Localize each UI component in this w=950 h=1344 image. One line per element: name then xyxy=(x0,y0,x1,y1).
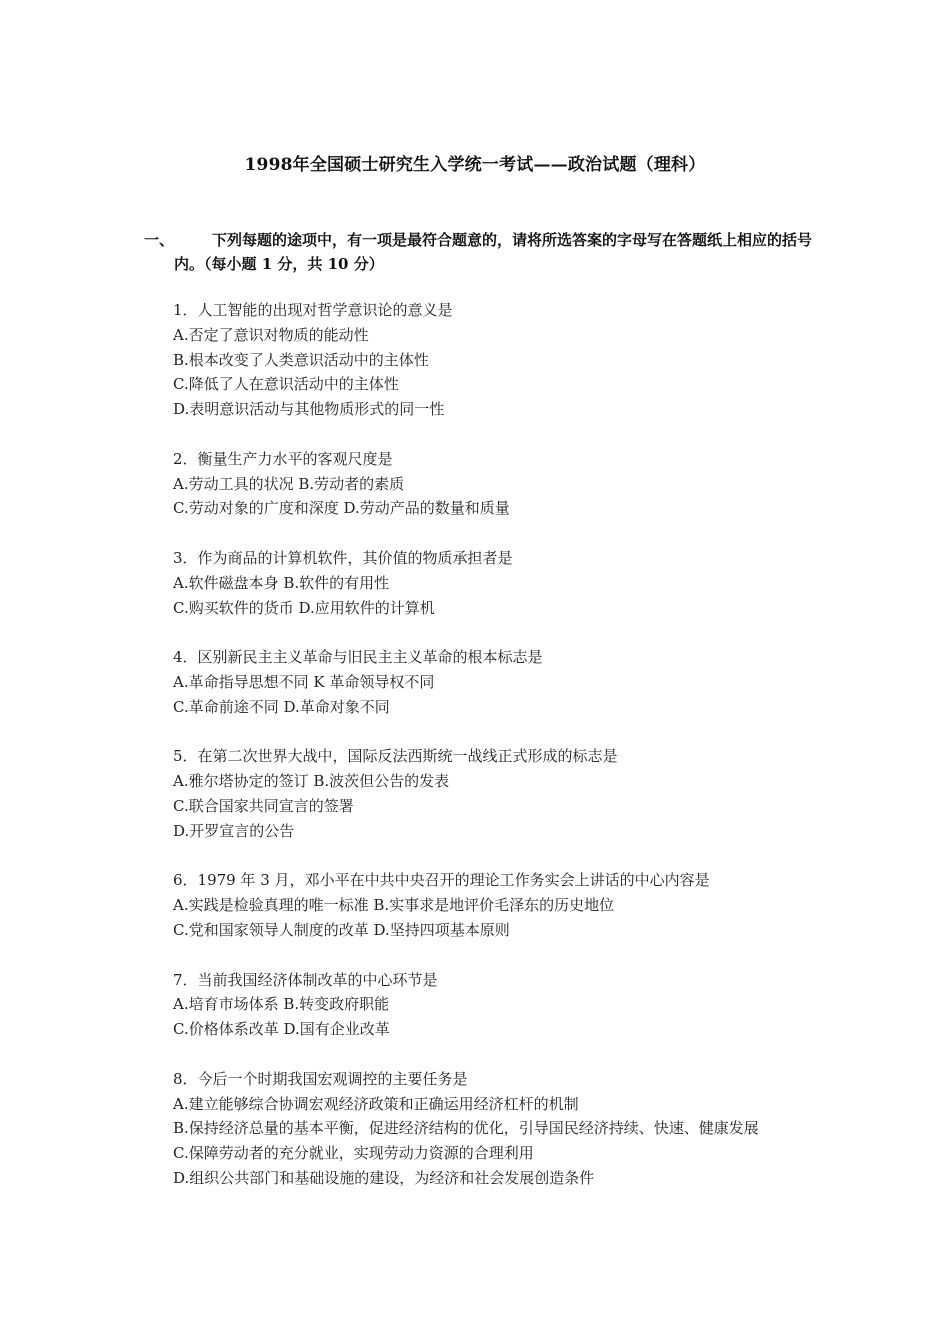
answer-option: C.联合国家共同宣言的签署 xyxy=(173,796,354,815)
question-item xyxy=(173,447,813,521)
question-stem: 2．衡量生产力水平的客观尺度是 xyxy=(173,449,393,468)
answer-option: A.革命指导思想不同 K 革命领导权不同 xyxy=(173,672,435,691)
question-item xyxy=(173,298,813,422)
answer-option: A.建立能够综合协调宏观经济政策和正确运用经济杠杆的机制 xyxy=(173,1094,579,1113)
answer-option: C.价格体系改革 D.国有企业改革 xyxy=(173,1020,390,1039)
answer-option: C.保障劳动者的充分就业，实现劳动力资源的合理利用 xyxy=(173,1144,534,1163)
section-instruction: 下列每题的途项中，有一项是最符合题意的，请将所选答案的字母写在答题纸上相应的括号内。（每小题 1 分，共 10 分） xyxy=(174,231,813,273)
question-item xyxy=(173,868,813,942)
answer-option: A.否定了意识对物质的能动性 xyxy=(173,325,369,344)
answer-option: D.表明意识活动与其他物质形式的同一性 xyxy=(173,400,445,419)
question-list xyxy=(173,298,813,1215)
answer-option: A.劳动工具的状况 B.劳动者的素质 xyxy=(173,474,405,493)
page-title: 1998年全国硕士研究生入学统一考试——政治试题（理科） xyxy=(244,155,706,175)
answer-option: A.软件磁盘本身 B.软件的有用性 xyxy=(173,573,390,592)
answer-option: C.党和国家领导人制度的改革 D.坚持四项基本原则 xyxy=(173,920,510,939)
question-stem: 8．今后一个时期我国宏观调控的主要任务是 xyxy=(173,1069,468,1088)
question-item xyxy=(173,1067,813,1191)
question-item xyxy=(173,546,813,620)
question-stem: 5．在第二次世界大战中，国际反法西斯统一战线正式形成的标志是 xyxy=(173,747,618,766)
answer-option: C.降低了人在意识活动中的主体性 xyxy=(173,375,399,394)
question-stem: 4．区别新民主主义革命与旧民主主义革命的根本标志是 xyxy=(173,648,543,667)
answer-option: C.革命前途不同 D.革命对象不同 xyxy=(173,697,390,716)
answer-option: C.劳动对象的广度和深度 D.劳动产品的数量和质量 xyxy=(173,499,510,518)
answer-option: A.培育市场体系 B.转变政府职能 xyxy=(173,995,390,1014)
answer-option: C.购买软件的货币 D.应用软件的计算机 xyxy=(173,598,435,617)
answer-option: B.保持经济总量的基本平衡，促进经济结构的优化，引导国民经济持续、快速、健康发展 xyxy=(173,1119,759,1138)
answer-option: D.开罗宣言的公告 xyxy=(173,821,295,840)
question-item xyxy=(173,645,813,719)
question-stem: 7．当前我国经济体制改革的中心环节是 xyxy=(173,970,438,989)
question-stem: 6．1979 年 3 月，邓小平在中共中央召开的理论工作务实会上讲话的中心内容是 xyxy=(173,871,710,890)
answer-option: B.根本改变了人类意识活动中的主体性 xyxy=(173,350,429,369)
answer-option: A.实践是检验真理的唯一标准 B.实事求是地评价毛泽东的历史地位 xyxy=(173,896,615,915)
question-item xyxy=(173,744,813,843)
section-number: 一、 xyxy=(144,231,175,249)
question-stem: 1．人工智能的出现对哲学意识论的意义是 xyxy=(173,301,453,319)
section-header xyxy=(144,228,814,276)
answer-option: D.组织公共部门和基础设施的建设，为经济和社会发展创造条件 xyxy=(173,1168,595,1187)
answer-option: A.雅尔塔协定的签订 B.波茨但公告的发表 xyxy=(173,772,450,791)
question-stem: 3．作为商品的计算机软件，其价值的物质承担者是 xyxy=(173,548,513,567)
question-item xyxy=(173,968,813,1042)
